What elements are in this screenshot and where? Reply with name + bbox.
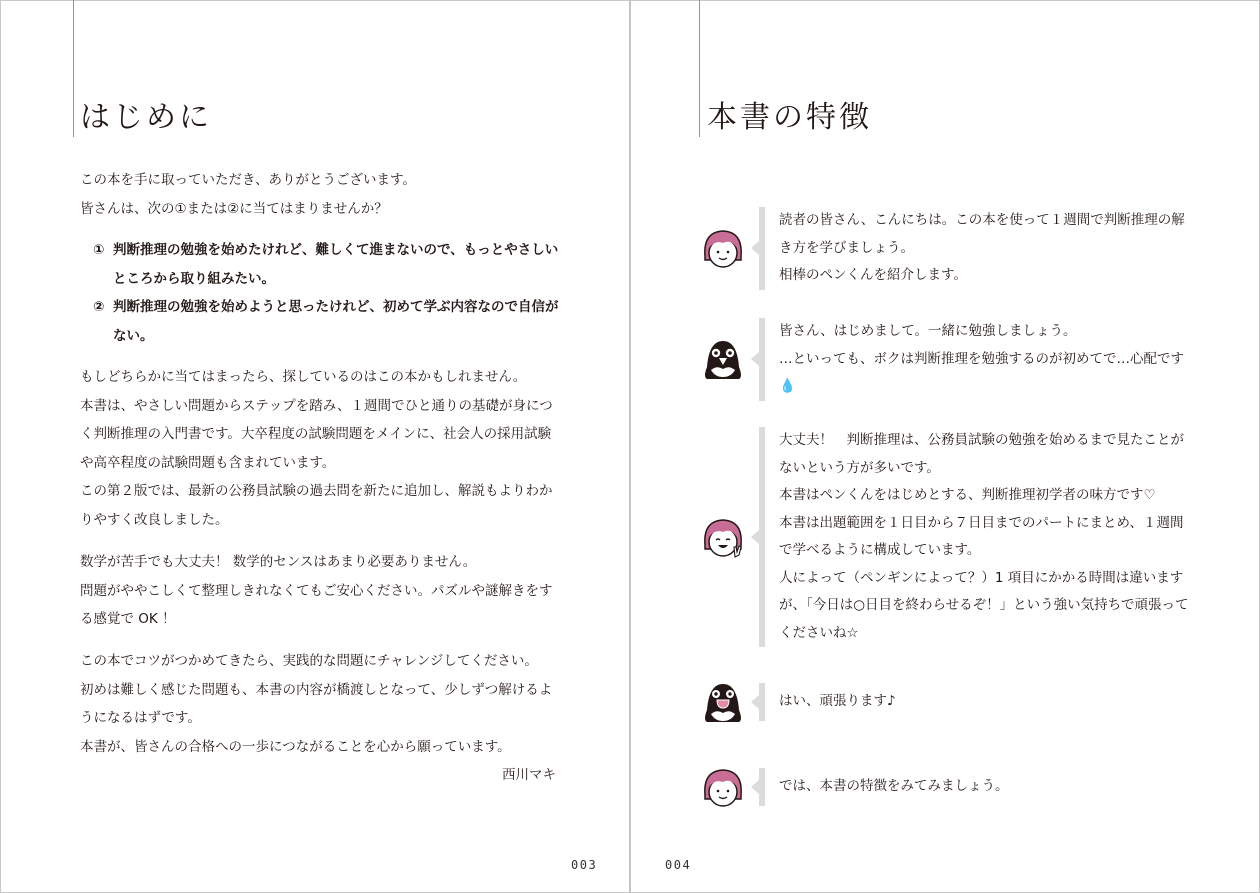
speech-line: 読者の皆さん、こんにちは。この本を使って１週間で判断推理の解き方を学びましょう。 [779, 212, 1185, 256]
dialog-penguin [701, 318, 1189, 401]
intro-line: 皆さんは、次の①または②に当てはまりませんか？ [80, 200, 388, 217]
girl-peace-icon [701, 515, 745, 559]
speech-line: 人によって（ペンギンによって？）1 項目にかかる時間は違いますが、「今日は○日目を終わらせるぞ！」という強い気持ちで頑張ってくださいね☆ [779, 569, 1189, 641]
speech-line: …といっても、ボクは判断推理を勉強するのが初めてで…心配です💧 [779, 350, 1184, 394]
penguin-icon [701, 337, 745, 381]
title-accent-rule [73, 0, 74, 137]
author-signature: 西川マキ [502, 767, 556, 784]
dialog-girl [701, 427, 1189, 647]
intro-line: この本を手に取っていただき、ありがとうございます。 [80, 172, 416, 188]
paragraph-line: この本でコツがつかめてきたら、実践的な問題にチャレンジしてください。 [80, 653, 538, 669]
list-text: 判断推理の勉強を始めようと思ったけれど、初めて学ぶ内容なので自信がない。 [113, 299, 559, 344]
list-item [93, 293, 563, 350]
girl-smile-icon [701, 226, 745, 270]
paragraph-line: もしどちらかに当てはまったら、探しているのはこの本かもしれません。 [80, 369, 527, 385]
paragraph-line: 問題がややこしくて整理しきれなくてもご安心ください。パズルや謎解きをする感覚で OK ！ [80, 582, 553, 628]
dialog-girl [701, 207, 1189, 290]
checklist [93, 236, 563, 350]
speech-line: 本書はペンくんをはじめとする、判断推理初学者の味方です♡ [779, 487, 1156, 503]
paragraph-2 [80, 548, 560, 634]
paragraph-line: 本書は、やさしい問題からステップを踏み、１週間でひと通りの基礎が身につく判断推理の入門書です。大卒程度の試験問題をメインに、社会人の採用試験や高卒程度の試験問題も含まれています。 [80, 397, 553, 471]
girl-smile-icon [701, 765, 745, 809]
speech-bubble [759, 683, 1189, 721]
speech-bubble [759, 207, 1189, 290]
list-text: 判断推理の勉強を始めたけれど、難しくて進まないので、もっとやさしいところから取り組みたい。 [113, 242, 559, 287]
intro-text [80, 166, 560, 223]
speech-bubble [759, 427, 1189, 647]
speech-line: 大丈夫！ 判断推理は、公務員試験の勉強を始めるまで見たことがないという方が多いです。 [779, 432, 1184, 476]
page-number: 004 [665, 858, 692, 872]
page-number: 003 [571, 858, 598, 872]
speech-line: はい、頑張ります♪ [779, 693, 896, 710]
title-accent-rule [699, 0, 700, 137]
paragraph-1 [80, 363, 560, 535]
paragraph-line: この第２版では、最新の公務員試験の過去問を新たに追加し、解説もよりわかりやすく改良しました。 [80, 483, 553, 528]
speech-line: 本書は出題範囲を１日目から７日目までのパートにまとめ、１週間で学べるように構成しています。 [779, 514, 1184, 558]
paragraph-line: 数学が苦手でも大丈夫！ 数学的センスはあまり必要ありません。 [80, 554, 477, 570]
right-page [631, 0, 1260, 893]
speech-bubble [759, 318, 1189, 401]
dialog-penguin [701, 680, 1189, 724]
page-title: はじめに [80, 100, 212, 135]
left-page [0, 0, 629, 893]
list-number: ① [93, 242, 105, 258]
speech-line: では、本書の特徴をみてみましょう。 [779, 778, 1009, 795]
speech-line: 相棒のペンくんを紹介します。 [779, 267, 967, 283]
speech-line: 皆さん、はじめまして。一緒に勉強しましょう。 [779, 323, 1077, 339]
page-title: 本書の特徴 [707, 100, 872, 135]
speech-bubble [759, 768, 1189, 806]
paragraph-line: 本書が、皆さんの合格への一歩につながることを心から願っています。 [80, 738, 511, 755]
dialog-girl [701, 765, 1189, 809]
list-item [93, 236, 563, 293]
paragraph-line: 初めは難しく感じた問題も、本書の内容が橋渡しとなって、少しずつ解けるようになるはずです。 [80, 681, 553, 727]
penguin-happy-icon [701, 680, 745, 724]
paragraph-3 [80, 647, 560, 790]
list-number: ② [93, 299, 105, 316]
